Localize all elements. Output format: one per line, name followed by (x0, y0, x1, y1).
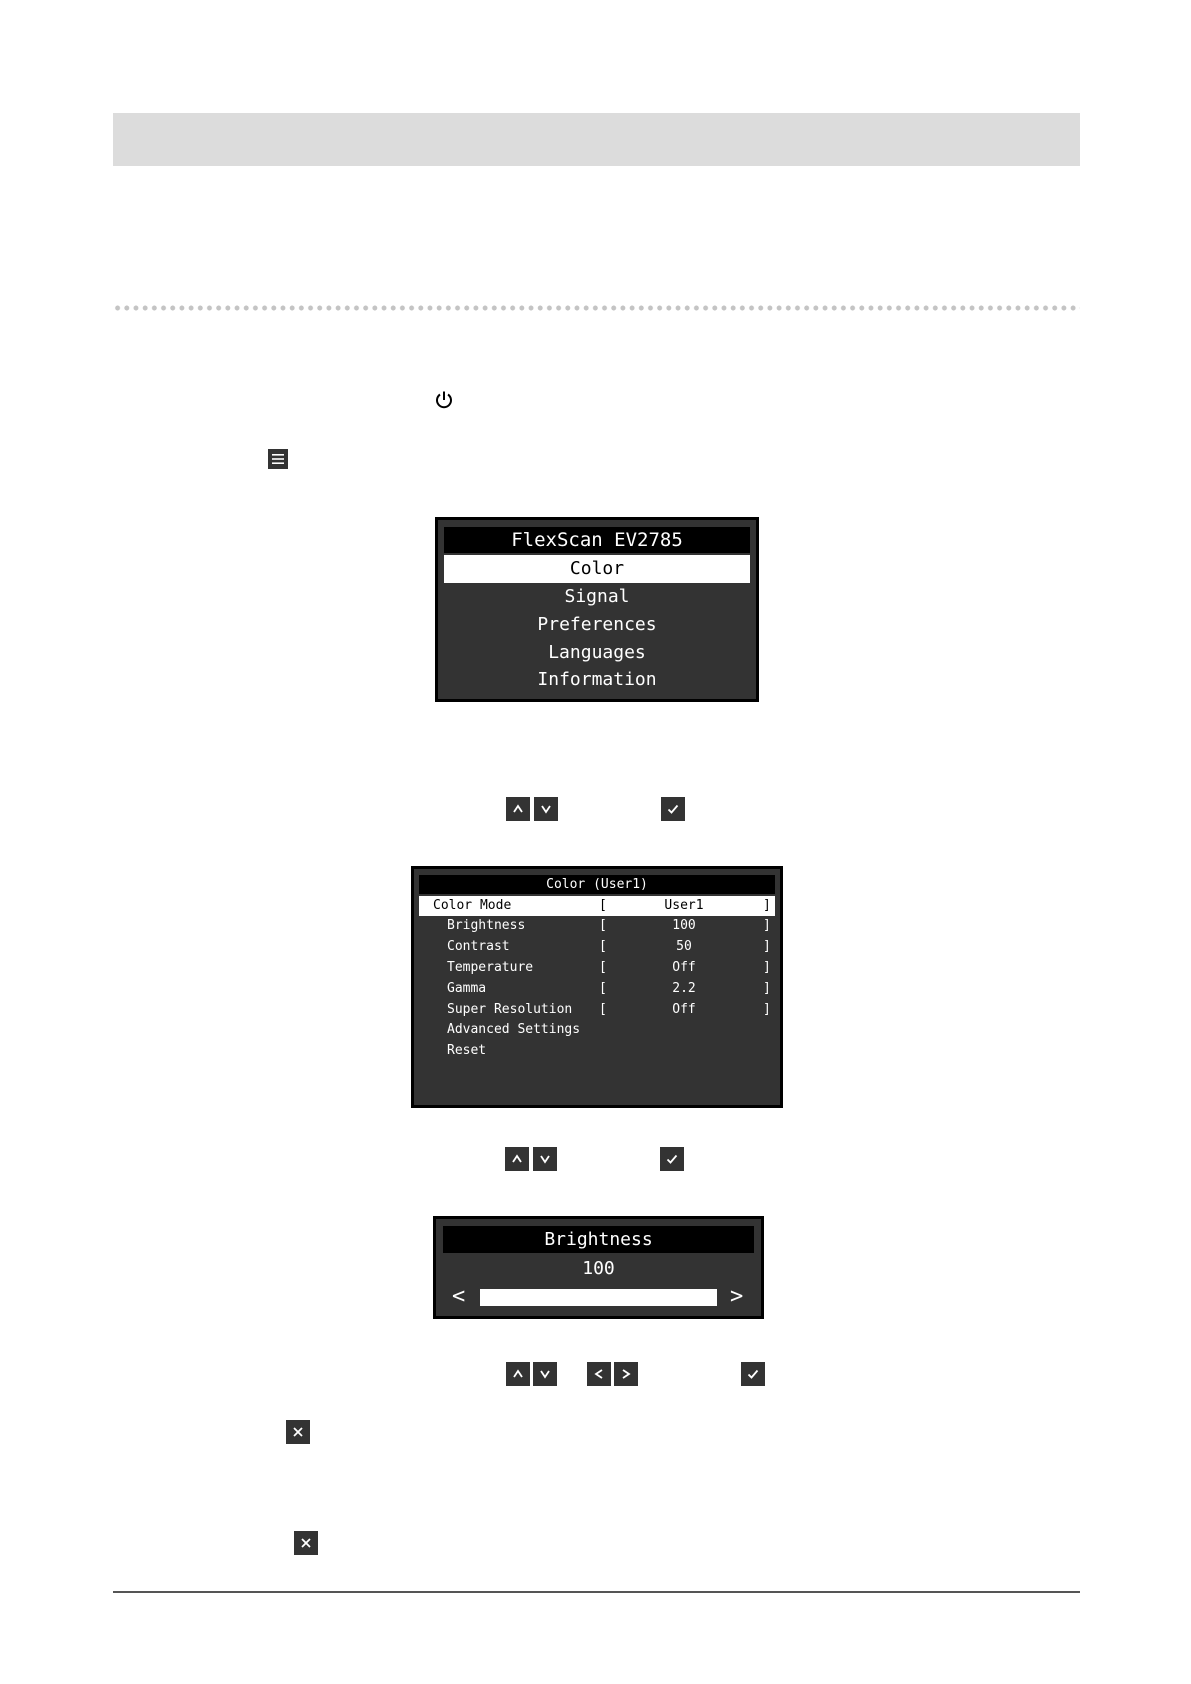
chevron-down-icon (538, 1152, 552, 1166)
chevron-down-icon (539, 802, 553, 816)
down-button (533, 1362, 557, 1386)
chevron-up-icon (510, 1152, 524, 1166)
chevron-down-icon (538, 1367, 552, 1381)
enter-button (660, 1147, 684, 1171)
check-icon (746, 1367, 760, 1381)
brightness-value: 100 (582, 1258, 615, 1279)
row-reset[interactable] (419, 1041, 775, 1061)
row-label: Super Resolution (447, 1002, 573, 1017)
main-menu-title: FlexScan EV2785 (444, 527, 750, 553)
row-value: 2.2 (672, 981, 696, 996)
row-contrast[interactable] (419, 937, 775, 957)
left-button (587, 1362, 611, 1386)
row-bracket-left: [ (599, 960, 607, 975)
enter-button (741, 1362, 765, 1386)
row-bracket-right: ] (763, 918, 771, 933)
menu-item-color[interactable]: Color (444, 555, 750, 583)
row-label: Reset (447, 1043, 487, 1058)
row-value: 100 (672, 918, 696, 933)
row-bracket-right: ] (763, 981, 771, 996)
menu-item-preferences[interactable]: Preferences (537, 614, 657, 635)
row-brightness[interactable] (419, 916, 775, 936)
brightness-popup-osd (433, 1216, 764, 1319)
color-menu-osd (411, 866, 783, 1108)
chevron-up-icon (511, 1367, 525, 1381)
row-value: Off (672, 1002, 696, 1017)
row-gamma[interactable] (419, 979, 775, 999)
row-bracket-right: ] (763, 939, 771, 954)
row-bracket-left: [ (599, 981, 607, 996)
brightness-slider-fill (480, 1289, 717, 1306)
power-icon (434, 390, 454, 410)
dotted-divider (113, 305, 1080, 311)
row-label: Color Mode (433, 898, 512, 913)
row-value: Off (672, 960, 696, 975)
row-color-mode[interactable] (419, 896, 775, 916)
up-button (506, 1362, 530, 1386)
down-button (534, 797, 558, 821)
main-menu-osd (435, 517, 759, 702)
close-icon (291, 1425, 305, 1439)
close-icon (299, 1536, 313, 1550)
check-icon (666, 802, 680, 816)
row-super-resolution[interactable] (419, 1000, 775, 1020)
row-bracket-right: ] (763, 898, 771, 913)
brightness-slider[interactable] (480, 1289, 717, 1306)
row-bracket-right: ] (763, 960, 771, 975)
row-bracket-left: [ (599, 918, 607, 933)
decrease-arrow[interactable]: < (452, 1284, 466, 1309)
row-label: Advanced Settings (447, 1022, 581, 1037)
menu-item-signal[interactable]: Signal (564, 586, 630, 607)
menu-item-information[interactable]: Information (537, 669, 657, 690)
up-button (505, 1147, 529, 1171)
right-button (614, 1362, 638, 1386)
row-label: Temperature (447, 960, 534, 975)
enter-button (661, 797, 685, 821)
row-advanced-settings[interactable] (419, 1020, 775, 1040)
row-value: User1 (664, 898, 704, 913)
chevron-right-icon (619, 1367, 633, 1381)
menu-icon (267, 448, 289, 470)
row-label: Contrast (447, 939, 510, 954)
increase-arrow[interactable]: > (730, 1284, 744, 1309)
check-icon (665, 1152, 679, 1166)
row-bracket-left: [ (599, 1002, 607, 1017)
row-value: 50 (676, 939, 692, 954)
chevron-left-icon (592, 1367, 606, 1381)
row-bracket-right: ] (763, 1002, 771, 1017)
row-temperature[interactable] (419, 958, 775, 978)
row-label: Brightness (447, 918, 526, 933)
menu-item-languages[interactable]: Languages (548, 642, 646, 663)
chevron-up-icon (511, 802, 525, 816)
row-bracket-left: [ (599, 898, 607, 913)
brightness-title: Brightness (443, 1226, 754, 1253)
row-bracket-left: [ (599, 939, 607, 954)
section-header-band (113, 113, 1080, 166)
exit-button (286, 1420, 310, 1444)
color-menu-title: Color (User1) (419, 875, 775, 894)
down-button (533, 1147, 557, 1171)
exit-button (294, 1531, 318, 1555)
row-label: Gamma (447, 981, 487, 996)
up-button (506, 797, 530, 821)
footer-rule (113, 1591, 1080, 1593)
